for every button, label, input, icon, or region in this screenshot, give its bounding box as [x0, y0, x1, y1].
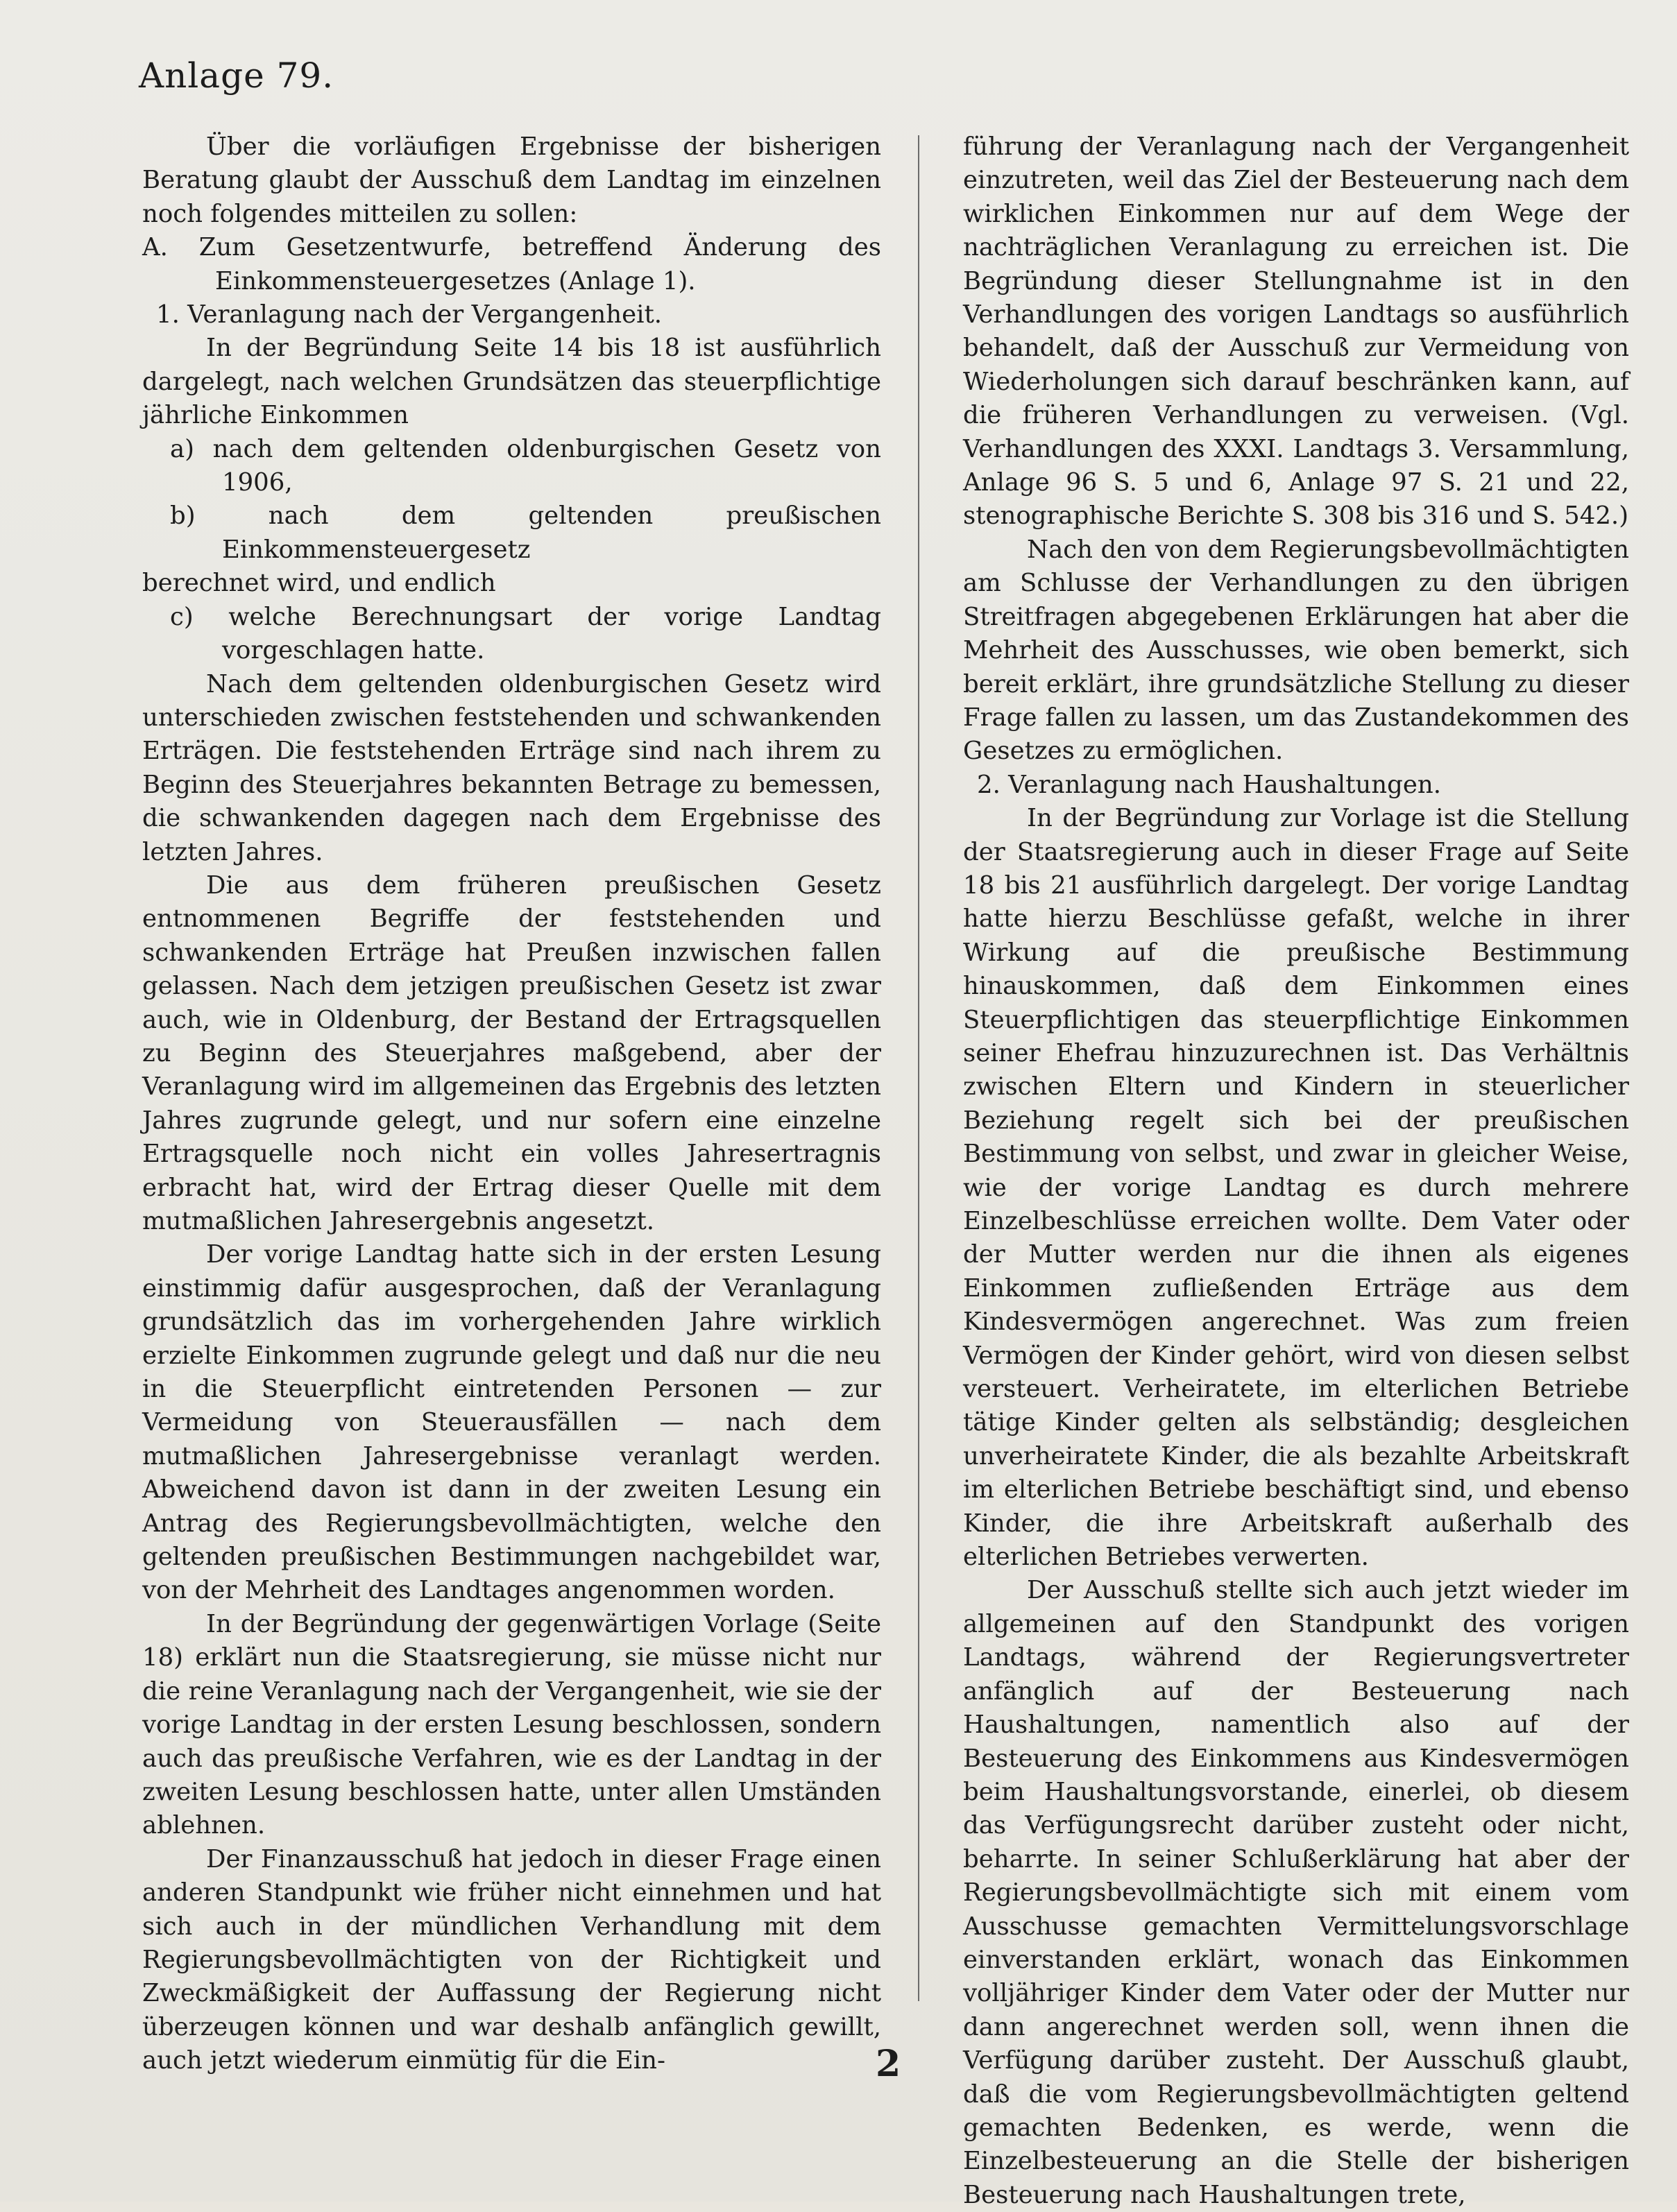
paragraph: In der Begründung der gegenwärtigen Vorlage (Seite 18) erklärt nun die Staatsregierung, sie müsse nicht nur die reine Veranlagung nach der Vergangenheit, wie sie der vorige Landtag in der ersten Lesung beschlossen, sondern auch das preußische Verfahren, wie es der Landtag in der zweiten Lesung beschlossen hatte, unter allen Umständen ablehnen.: [142, 1609, 881, 1840]
paragraph: Der Finanzausschuß hat jedoch in dieser Frage einen anderen Standpunkt wie früher nicht einnehmen und hat sich auch in der mündlichen Verhandlung mit dem Regierungsbevollmächtigten von der Richtigkeit und Zweckmäßigkeit der Auffassung der Regierung nicht überzeugen können und war deshalb anfänglich gewillt, auch jetzt wiederum einmütig für die Ein-: [142, 1844, 881, 2075]
paragraph: 1. Veranlagung nach der Vergangenheit.: [156, 300, 663, 329]
paragraph: berechnet wird, und endlich: [142, 569, 496, 598]
paragraph: führung der Veranlagung nach der Vergangenheit einzutreten, weil das Ziel der Besteuerung nach dem wirklichen Einkommen nur auf dem Wege der nachträglichen Veranlagung zu erreichen ist. Die Begründung dieser Stellungnahme ist in den Verhandlungen des vorigen Landtags so ausführlich behandelt, daß der Ausschuß zur Vermeidung von Wiederholungen sich darauf beschränken kann, auf die früheren Verhandlungen zu verweisen. (Vgl. Verhandlungen des XXXI. Landtags 3. Versammlung, Anlage 96 S. 5 und 6, Anlage 97 S. 21 und 22, stenographische Berichte S. 308 bis 316 und S. 542.): [963, 132, 1629, 531]
right-column: [963, 130, 1629, 2212]
paragraph: A. Zum Gesetzentwurfe, betreffend Änderung des Einkommensteuergesetzes (Anlage 1).: [142, 233, 881, 295]
page-number: 2: [876, 2043, 901, 2085]
paragraph: Der Ausschuß stellte sich auch jetzt wieder im allgemeinen auf den Standpunkt des vorigen Landtags, während der Regierungsvertreter anfänglich auf der Besteuerung nach Haushaltungen, namentlich also auf der Besteuerung des Einkommens aus Kindesvermögen beim Haushaltungsvorstande, einerlei, ob diesem das Verfügungsrecht darüber zusteht oder nicht, beharrte. In seiner Schlußerklärung hat aber der Regierungsbevollmächtigte sich mit einem vom Ausschusse gemachten Vermittelungsvorschlage einverstanden erklärt, wonach das Einkommen volljähriger Kinder dem Vater oder der Mutter nur dann angerechnet werden soll, wenn ihnen die Verfügung darüber zusteht. Der Ausschuß glaubt, daß die vom Regierungsbevollmächtigten geltend gemachten Bedenken, es werde, wenn die Einzelbesteuerung an die Stelle der bisherigen Besteuerung nach Haushaltungen trete,: [963, 1576, 1629, 2209]
paragraph: In der Begründung zur Vorlage ist die Stellung der Staatsregierung auch in dieser Frage auf Seite 18 bis 21 ausführlich dargelegt. Der vorige Landtag hatte hierzu Beschlüsse gefaßt, welche in ihrer Wirkung auf die preußische Bestimmung hinauskommen, daß dem Einkommen eines Steuerpflichtigen das steuerpflichtige Einkommen seiner Ehefrau hinzuzurechnen ist. Das Verhältnis zwischen Eltern und Kindern in steuerlicher Beziehung regelt sich bei der preußischen Bestimmung von selbst, und zwar in gleicher Weise, wie der vorige Landtag es durch mehrere Einzelbeschlüsse erreichen wollte. Dem Vater oder der Mutter werden nur die ihnen als eigenes Einkommen zufließenden Erträge aus dem Kindesvermögen angerechnet. Was zum freien Vermögen der Kinder gehört, wird von diesen selbst versteuert. Verheiratete, im elterlichen Betriebe tätige Kinder gelten als selbständig; desgleichen unverheiratete Kinder, die als bezahlte Arbeitskraft im elterlichen Betriebe beschäftigt sind, und ebenso Kinder, die ihre Arbeitskraft außerhalb des elterlichen Betriebes verwerten.: [963, 804, 1629, 1572]
paragraph: c) welche Berechnungsart der vorige Landtag vorgeschlagen hatte.: [170, 602, 881, 665]
paragraph: Über die vorläufigen Ergebnisse der bisherigen Beratung glaubt der Ausschuß dem Landtag im einzelnen noch folgendes mitteilen zu sollen:: [142, 132, 881, 228]
paragraph: Nach dem geltenden oldenburgischen Gesetz wird unterschieden zwischen feststehenden und schwankenden Erträgen. Die feststehenden Erträge sind nach ihrem zu Beginn des Steuerjahres bekannten Betrage zu bemessen, die schwankenden dagegen nach dem Ergebnisse des letzten Jahres.: [142, 669, 881, 866]
paragraph: In der Begründung Seite 14 bis 18 ist ausführlich dargelegt, nach welchen Grundsätzen das steuerpflichtige jährliche Einkommen: [142, 334, 881, 430]
page-header: Anlage 79.: [139, 55, 334, 96]
paragraph: Der vorige Landtag hatte sich in der ersten Lesung einstimmig dafür ausgesprochen, daß der Veranlagung grundsätzlich das im vorhergehenden Jahre wirklich erzielte Einkommen zugrunde gelegt und daß nur die neu in die Steuerpflicht eintretenden Personen — zur Vermeidung von Steuerausfällen — nach dem mutmaßlichen Jahresergebnisse veranlagt werden. Abweichend davon ist dann in der zweiten Lesung ein Antrag des Regierungsbevollmächtigten, welche den geltenden preußischen Bestimmungen nachgebildet war, von der Mehrheit des Landtages angenommen worden.: [142, 1240, 881, 1605]
paragraph: b) nach dem geltenden preußischen Einkommensteuergesetz: [170, 501, 881, 564]
column-divider: [918, 135, 919, 2001]
paragraph: 2. Veranlagung nach Haushaltungen.: [977, 770, 1442, 799]
left-column: [142, 130, 881, 2078]
paragraph: Nach den von dem Regierungsbevollmächtigten am Schlusse der Verhandlungen zu den übrigen Streitfragen abgegebenen Erklärungen hat aber die Mehrheit des Ausschusses, wie oben bemerkt, sich bereit erklärt, ihre grundsätzliche Stellung zu dieser Frage fallen zu lassen, um das Zustandekommen des Gesetzes zu ermöglichen.: [963, 535, 1629, 766]
paragraph: Die aus dem früheren preußischen Gesetz entnommenen Begriffe der feststehenden und schwankenden Erträge hat Preußen inzwischen fallen gelassen. Nach dem jetzigen preußischen Gesetz ist zwar auch, wie in Oldenburg, der Bestand der Ertragsquellen zu Beginn des Steuerjahres maßgebend, aber der Veranlagung wird im allgemeinen das Ergebnis des letzten Jahres zugrunde gelegt, und nur sofern eine einzelne Ertragsquelle noch nicht ein volles Jahresertragnis erbracht hat, wird der Ertrag dieser Quelle mit dem mutmaßlichen Jahresergebnis angesetzt.: [142, 871, 881, 1235]
paragraph: a) nach dem geltenden oldenburgischen Gesetz von 1906,: [170, 434, 881, 497]
